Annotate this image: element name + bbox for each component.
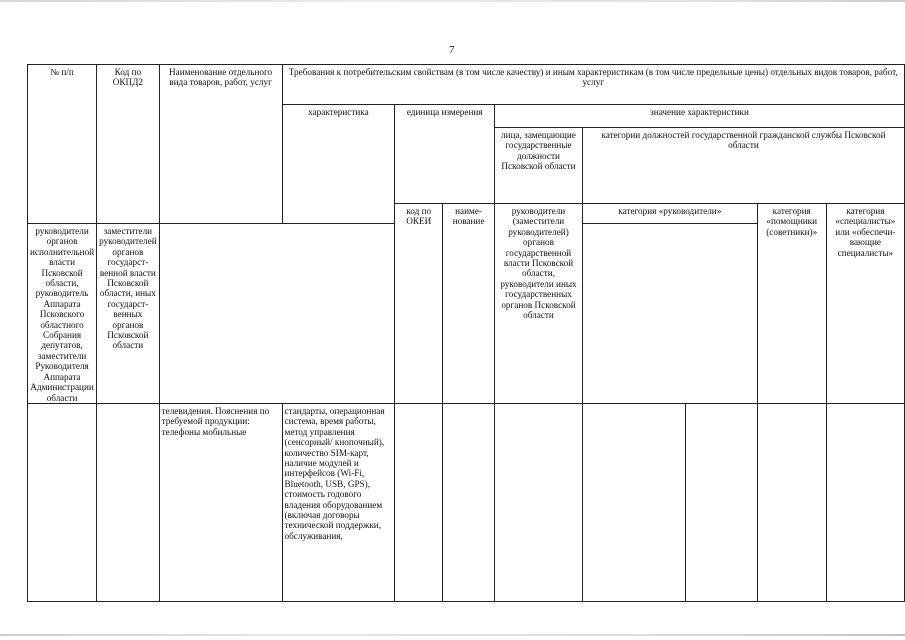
header-number: № п/п	[28, 65, 97, 224]
cell-unit-name	[443, 403, 495, 601]
header-requirements: Требования к потребительским свойствам (в том числе качеству) и иным характеристикам (в том числе предельные цены) отдельных видов товаров, работ, услуг	[282, 65, 904, 105]
header-civil-service: категории должностей государственной гражданской службы Псковской области	[582, 128, 904, 204]
cell-name: телевидения. Пояснения по требуемой продукции: телефоны мобильные	[159, 403, 282, 601]
header-unit-name: наиме-нование	[443, 204, 495, 404]
cell-heads-group-1	[582, 403, 685, 601]
cell-persons	[495, 403, 583, 601]
header-heads-group-1: руководители органов исполнительной власти Псковской области, руководитель Аппарата Псковского областного Собрания депутатов, заместители Руководителя Аппарата Администрации области	[28, 224, 97, 404]
cell-code	[97, 403, 160, 601]
cell-unit-code	[395, 403, 443, 601]
scan-edge-bottom	[0, 634, 905, 636]
header-name: Наименование отдельного вида товаров, работ, услуг	[159, 65, 282, 224]
page-number: 7	[449, 44, 455, 56]
scan-edge-top	[0, 0, 905, 2]
header-unit: единица измерения	[395, 105, 495, 204]
header-heads-group-2: заместители руководителей органов государст-венной власти Псковской области, иных государст-венных органов Псковской области	[97, 224, 160, 404]
cell-characteristic: стандарты, операционная система, время работы, метод управления (сенсорный/ кнопочный), количество SIM-карт, наличие модулей и интерфейсов (Wi-Fi, Bluetooth, USB, GPS), стоимость годового владения оборудованием (включая договоры технической поддержки, обслуживания,	[282, 403, 395, 601]
header-category-heads: категория «руководители»	[582, 204, 757, 224]
header-category-assistants: категория «помощники (советники)»	[757, 204, 826, 404]
header-persons-sub: руководители (заместители руководителей) органов государственной власти Псковской области, руководители иных государственных органов Псковской области	[495, 204, 583, 404]
header-unit-code: код по ОКЕИ	[395, 204, 443, 404]
header-persons: лица, замещающие государственные должности Псковской области	[495, 128, 583, 204]
table-row	[28, 403, 905, 601]
header-category-specialists: категория «специалисты» или «обеспечи-вающие специалисты»	[826, 204, 904, 404]
header-value: значение характеристики	[495, 105, 905, 128]
cell-assistants	[757, 403, 826, 601]
header-characteristic: характеристика	[282, 105, 395, 224]
cell-heads-group-2	[685, 403, 757, 601]
cell-specialists	[826, 403, 904, 601]
cell-number	[28, 403, 97, 601]
header-code: Код по ОКПД2	[97, 65, 160, 224]
requirements-table	[27, 64, 905, 602]
